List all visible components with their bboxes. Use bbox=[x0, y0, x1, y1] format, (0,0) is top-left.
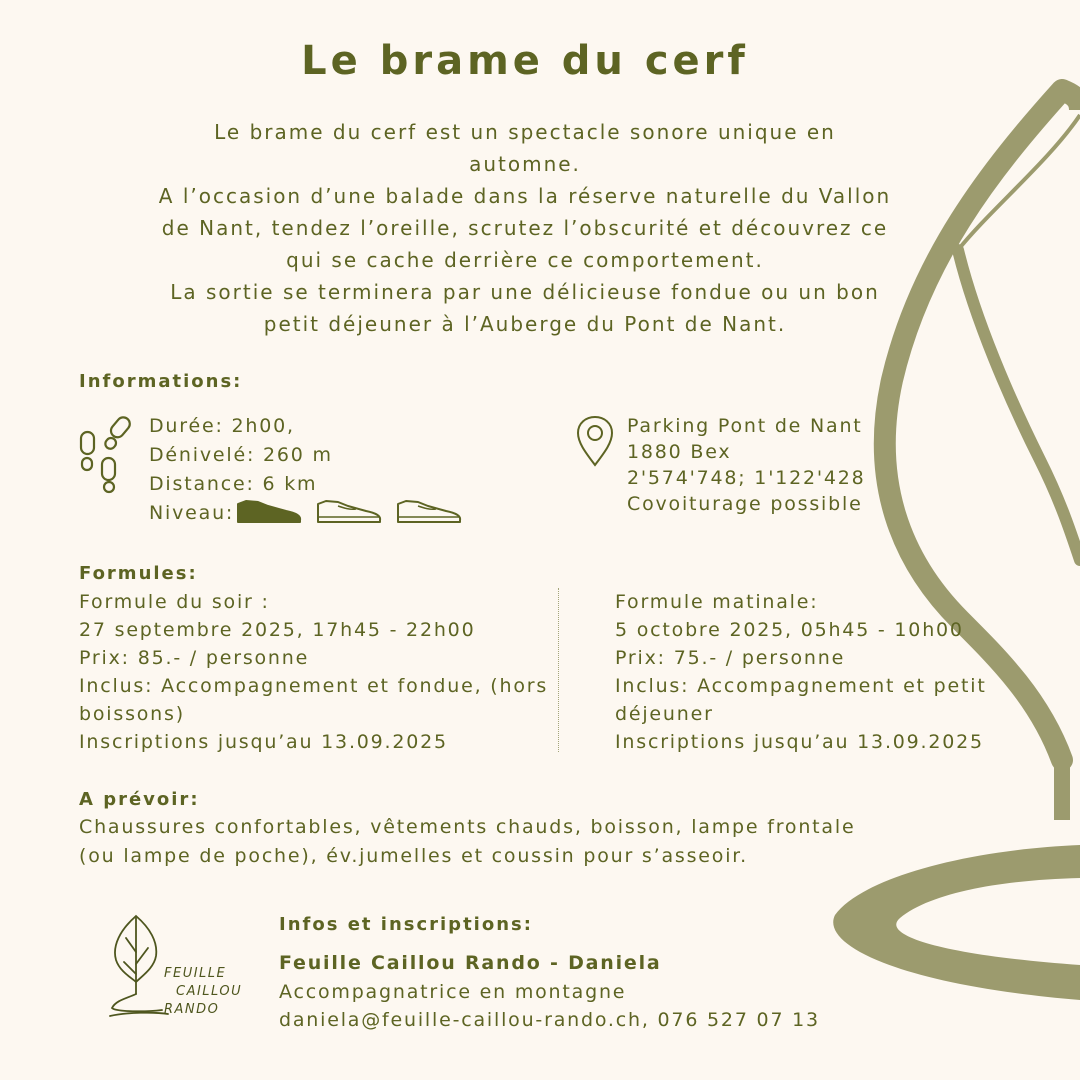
formule-included: déjeuner bbox=[615, 703, 714, 725]
intro-line: qui se cache derrière ce comportement. bbox=[286, 248, 764, 272]
logo-text-line: RANDO bbox=[164, 1002, 220, 1017]
formule-matinale bbox=[615, 588, 1080, 756]
contact-heading: Infos et inscriptions: bbox=[279, 914, 533, 935]
shoe-icon-outline bbox=[316, 496, 382, 526]
formules-heading: Formules: bbox=[79, 563, 198, 584]
location-line: 2'574'748; 1'122'428 bbox=[627, 467, 866, 489]
formule-title: Formule du soir : bbox=[79, 591, 270, 613]
formule-included: Inclus: Accompagnement et petit bbox=[615, 675, 987, 697]
formule-deadline: Inscriptions jusqu’au 13.09.2025 bbox=[615, 731, 984, 753]
shoe-icon-outline bbox=[396, 496, 462, 526]
duration: Durée: 2h00, bbox=[149, 415, 295, 437]
page-title: Le brame du cerf bbox=[301, 38, 749, 84]
shoe-icon-filled bbox=[236, 496, 302, 526]
footprints-icon bbox=[78, 414, 136, 494]
logo-text-line: CAILLOU bbox=[176, 984, 243, 999]
formule-price: Prix: 85.- / personne bbox=[79, 647, 310, 669]
distance: Distance: 6 km bbox=[149, 473, 318, 495]
location-pin-icon bbox=[576, 415, 614, 467]
intro-line: de Nant, tendez l’oreille, scrutez l’obscurité et découvrez ce bbox=[161, 216, 889, 240]
location-details bbox=[627, 413, 866, 517]
informations-heading: Informations: bbox=[79, 371, 243, 392]
intro-line: automne. bbox=[469, 152, 581, 176]
logo-text-line: FEUILLE bbox=[164, 966, 227, 981]
contact-role: Accompagnatrice en montagne bbox=[279, 981, 627, 1003]
formule-deadline: Inscriptions jusqu’au 13.09.2025 bbox=[79, 731, 448, 753]
location-line: Parking Pont de Nant bbox=[627, 415, 863, 437]
formule-title: Formule matinale: bbox=[615, 591, 819, 613]
level-label: Niveau: bbox=[149, 502, 235, 524]
location-line: Covoiturage possible bbox=[627, 493, 863, 515]
formule-included: Inclus: Accompagnement et fondue, (hors bbox=[79, 675, 549, 697]
formule-included: boissons) bbox=[79, 703, 185, 725]
contact-email-phone[interactable]: daniela@feuille-caillou-rando.ch, 076 527 07 13 bbox=[279, 1009, 820, 1031]
formule-date: 27 septembre 2025, 17h45 - 22h00 bbox=[79, 619, 476, 641]
intro-line: A l’occasion d’une balade dans la réserve naturelle du Vallon bbox=[158, 184, 892, 208]
location-line: 1880 Bex bbox=[627, 441, 732, 463]
intro-line: petit déjeuner à l’Auberge du Pont de Nant. bbox=[263, 312, 787, 336]
formule-date: 5 octobre 2025, 05h45 - 10h00 bbox=[615, 619, 964, 641]
prevoir-text bbox=[79, 813, 899, 871]
formule-soir bbox=[79, 588, 554, 756]
elevation: Dénivelé: 260 m bbox=[149, 444, 333, 466]
prevoir-heading: A prévoir: bbox=[79, 789, 200, 810]
prevoir-line: (ou lampe de poche), év.jumelles et coussin pour s’asseoir. bbox=[79, 845, 748, 867]
contact-name: Feuille Caillou Rando - Daniela bbox=[279, 952, 662, 974]
intro-paragraph bbox=[140, 116, 910, 340]
feuille-caillou-rando-logo bbox=[106, 912, 246, 1024]
intro-line: Le brame du cerf est un spectacle sonore unique en bbox=[214, 120, 836, 144]
prevoir-line: Chaussures confortables, vêtements chauds, boisson, lampe frontale bbox=[79, 816, 856, 838]
intro-line: La sortie se terminera par une délicieuse fondue ou un bon bbox=[170, 280, 880, 304]
formules-divider bbox=[558, 588, 559, 752]
formule-price: Prix: 75.- / personne bbox=[615, 647, 846, 669]
contact-details bbox=[279, 978, 820, 1034]
difficulty-rating bbox=[236, 496, 462, 526]
